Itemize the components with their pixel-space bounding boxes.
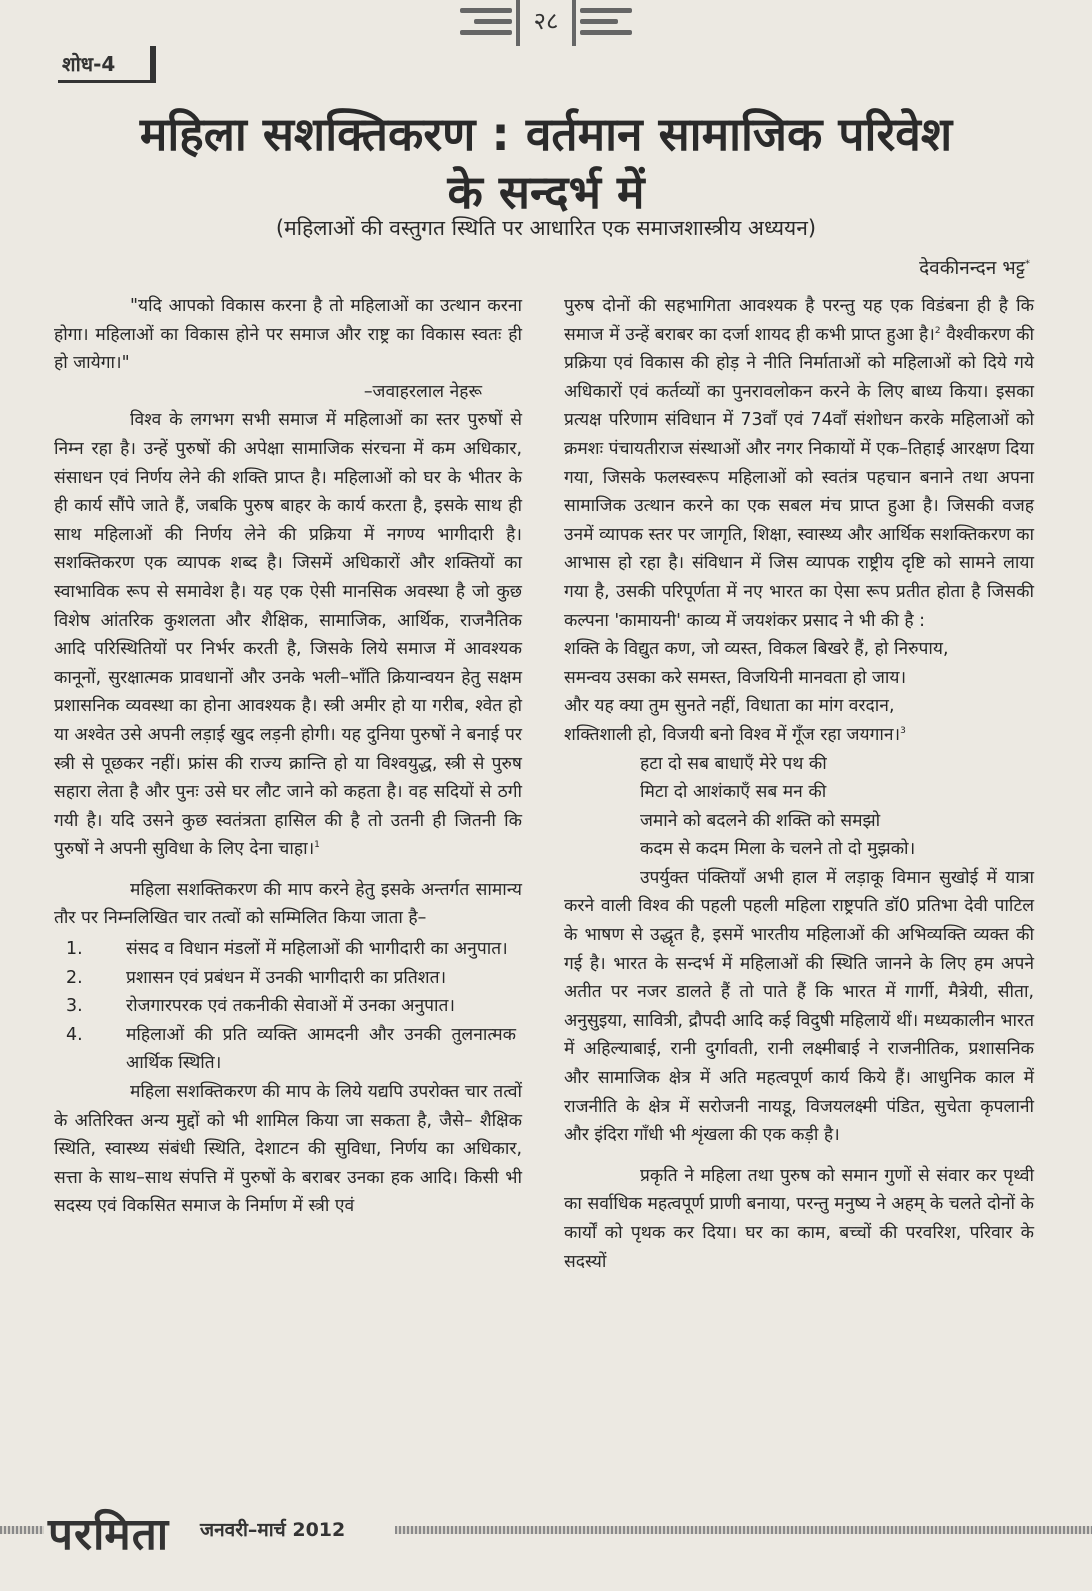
list-item [54, 935, 522, 964]
paragraph: उपर्युक्त पंक्तियाँ अभी हाल में लड़ाकू विमान सुखोई में यात्रा करने वाली विश्व की पहली पहली महिला राष्ट्रपति डॉ0 प्रतिभा देवी पाटिल के भाषण से उद्धृत है, इसमें भारतीय महिलाओं की अभिव्यक्ति व्यक्त की गई है। भारत के सन्दर्भ में महिलाओं की स्थिति जानने के लिए हम अपने अतीत पर नजर डालते हैं तो पाते हैं कि भारत में गार्गी, मैत्रेयी, सीता, अनुसुइया, सावित्री, द्रौपदी आदि कई विदुषी महिलायें थीं। मध्यकालीन भारत में अहिल्याबाई, रानी दुर्गावती, रानी लक्ष्मीबाई ने राजनीतिक, प्रशासनिक और सामाजिक क्षेत्र में अति महत्वपूर्ण कार्य किये हैं। आधुनिक काल में राजनीति के क्षेत्र में सरोजनी नायडू, विजयलक्ष्मी पंडित, सुचेता कृपलानी और इंदिरा गाँधी भी शृंखला की एक कड़ी है। [564, 867, 1034, 1146]
footnote-ref: 2 [934, 325, 941, 336]
list-text: प्रशासन एवं प्रबंधन में उनकी भागीदारी का प्रतिशत। [126, 967, 447, 988]
list-item [54, 964, 522, 993]
article-title-line1: महिला सशक्तिकरण : वर्तमान सामाजिक परिवेश [139, 107, 953, 161]
list-text: महिलाओं की प्रति व्यक्ति आमदनी और उनकी तुलनात्मक आर्थिक स्थिति। [126, 1024, 516, 1074]
footer-strip-left [0, 1526, 44, 1534]
footnote-ref: 3 [900, 726, 906, 737]
page-footer [0, 1500, 1092, 1560]
list-item [54, 1021, 522, 1078]
paragraph [54, 406, 522, 864]
paragraph-text: विश्व के लगभग सभी समाज में महिलाओं का स्तर पुरुषों से निम्न रहा है। उन्हें पुरुषों की अपेक्षा सामाजिक संरचना में कम अधिकार, संसाधन एवं निर्णय लेने की शक्ति प्राप्त है। महिलाओं को घर के भीतर के ही कार्य सौंपे जाते हैं, जबकि पुरुष बाहर के कार्य करता है, इसके साथ ही साथ महिलाओं की निर्णय लेने की प्रक्रिया में नगण्य भागीदारी है। सशक्तिकरण एक व्यापक शब्द है। जिसमें अधिकारों और शक्तियों का स्वाभाविक रूप से समावेश है। यह एक ऐसी मानसिक अवस्था है जो कुछ विशेष आंतरिक कुशलता और शैक्षिक, सामाजिक, आर्थिक, राजनैतिक आदि परिस्थितियों पर निर्भर करती है, जिसके लिये समाज में आवश्यक कानूनों, सुरक्षात्मक प्रावधानों और उनके भली–भाँति क्रियान्वयन हेतु सक्षम प्रशासनिक व्यवस्था का होना आवश्यक है। स्त्री अमीर हो या गरीब, श्वेत हो या अश्वेत उसे अपनी लड़ाई खुद लड़नी होगी। यह दुनिया पुरुषों ने बनाई पर स्त्री से पूछकर नहीं। फ्रांस की राज्य क्रान्ति हो या विश्वयुद्ध, स्त्री से पुरुष सहारा लेता है और पुनः उसे घर लौट जाने को कहता है। वह सदियों से ठगी गयी है। यदि उसने कुछ स्वतंत्रता हासिल की है तो उतनी ही जितनी कि पुरुषों ने अपनी सुविधा के लिए देना चाहा। [54, 410, 522, 860]
ornament-bars-right [580, 8, 632, 41]
article-title-line2: के सन्दर्भ में [447, 165, 645, 219]
page-number-ornament [460, 0, 632, 50]
section-tag-bar [150, 46, 156, 80]
verse-line [564, 721, 1034, 750]
article-subtitle: (महिलाओं की वस्तुगत स्थिति पर आधारित एक समाजशास्त्रीय अध्ययन) [275, 216, 817, 240]
ornament-bars-left [460, 8, 512, 41]
paragraph-text-cont: वैश्वीकरण की प्रक्रिया एवं विकास की होड़ ने नीति निर्माताओं को महिलाओं को दिये गये अधिकारों एवं कर्तव्यों का पुनरावलोकन करने के लिए बाध्य किया। इसका प्रत्यक्ष परिणाम संविधान में 73वाँ एवं 74वाँ संशोधन करके महिलाओं को क्रमशः पंचायतीराज संस्थाओं और नगर निकायों में एक–तिहाई आरक्षण दिया गया, जिसके फलस्वरूप महिलाओं को स्वतंत्र पहचान बनाने तथा अपना सामाजिक उत्थान करने का एक सबल मंच प्राप्त हुआ है। जिसकी वजह उनमें व्यापक स्तर पर जागृति, शिक्षा, स्वास्थ्य और आर्थिक सशक्तिकरण का आभास हो रहा है। संविधान में जिस व्यापक राष्ट्रीय दृष्टि को सामने लाया गया है, उसकी परिपूर्णता में नए भारत का ऐसा रूप प्रतीत होता है जिसकी कल्पना 'कामायनी' काव्य में जयशंकर प्रसाद ने भी की है : [564, 324, 1034, 631]
list-item [54, 992, 522, 1021]
section-tag: शोध-4 [62, 52, 116, 76]
verse-text: शक्तिशाली हो, विजयी बनो विश्व में गूँज रहा जयगान। [564, 724, 901, 745]
footer-strip-right [395, 1526, 1092, 1534]
list-number: 4. [66, 1024, 83, 1045]
issue-date: जनवरी–मार्च 2012 [200, 1519, 346, 1541]
section-tag-underline [58, 80, 156, 83]
right-column [564, 292, 1034, 1276]
verse-line: समन्वय उसका करे समस्त, विजयिनी मानवता हो जाय। [564, 667, 907, 688]
author-name [919, 254, 1030, 280]
list-number: 1. [66, 939, 83, 960]
poem-line: हटा दो सब बाधाएँ मेरे पथ की [640, 753, 827, 774]
poem-line: मिटा दो आशंकाएँ सब मन की [640, 782, 827, 803]
opening-quote: "यदि आपको विकास करना है तो महिलाओं का उत्थान करना होगा। महिलाओं का विकास होने पर समाज और राष्ट्र का विकास स्वतः ही हो जायेगा।" [54, 296, 522, 374]
page-number: २८ [533, 7, 559, 35]
poem-line: जमाने को बदलने की शक्ति को समझो [640, 810, 881, 831]
ornament-divider-left [516, 0, 520, 46]
list-number: 3. [66, 996, 83, 1017]
paragraph: महिला सशक्तिकरण की माप के लिये यद्यपि उपरोक्त चार तत्वों के अतिरिक्त अन्य मुद्दों को भी शामिल किया जा सकता है, जैसे– शैक्षिक स्थिति, स्वास्थ्य संबंधी स्थिति, देशाटन की सुविधा, निर्णय का अधिकार, सत्ता के साथ–साथ संपत्ति में पुरुषों के बराबर उनका हक आदि। किसी भी सदस्य एवं विकसित समाज के निर्माण में स्त्री एवं [54, 1082, 522, 1217]
verse-line: और यह क्या तुम सुनते नहीं, विधाता का मांग वरदान, [564, 696, 895, 717]
verse-line: शक्ति के विद्युत कण, जो व्यस्त, विकल बिखरे हैं, हो निरुपाय, [564, 639, 949, 660]
list-number: 2. [66, 967, 83, 988]
magazine-logo: परमिता [48, 1509, 170, 1560]
paragraph [564, 292, 1034, 635]
ornament-divider-right [572, 0, 576, 46]
measurement-list [54, 935, 522, 1078]
poem-line: कदम से कदम मिला के चलने तो दो मुझको। [640, 839, 916, 860]
author-text: देवकीनन्दन भट्ट [919, 257, 1025, 279]
footnote-ref: 1 [314, 840, 320, 851]
author-footnote-mark: * [1025, 258, 1030, 270]
quote-attribution: –जवाहरलाल नेहरू [363, 381, 482, 402]
paragraph-text: पुरुष दोनों की सहभागिता आवश्यक है परन्तु यह एक विडंबना ही है कि समाज में उन्हें बराबर का दर्जा शायद ही कभी प्राप्त हुआ है। [564, 296, 1034, 345]
paragraph: महिला सशक्तिकरण की माप करने हेतु इसके अन्तर्गत सामान्य तौर पर निम्नलिखित चार तत्वों को सम्मिलित किया जाता है– [54, 879, 522, 929]
left-column [54, 292, 522, 1221]
list-text: रोजगारपरक एवं तकनीकी सेवाओं में उनका अनुपात। [126, 996, 455, 1017]
paragraph: प्रकृति ने महिला तथा पुरुष को समान गुणों से संवार कर पृथ्वी का सर्वाधिक महत्वपूर्ण प्राणी बनाया, परन्तु मनुष्य ने अहम् के चलते दोनों के कार्यों को पृथक कर दिया। घर का काम, बच्चों की परवरिश, परिवार के सदस्यों [564, 1165, 1034, 1272]
list-text: संसद व विधान मंडलों में महिलाओं की भागीदारी का अनुपात। [126, 939, 508, 960]
